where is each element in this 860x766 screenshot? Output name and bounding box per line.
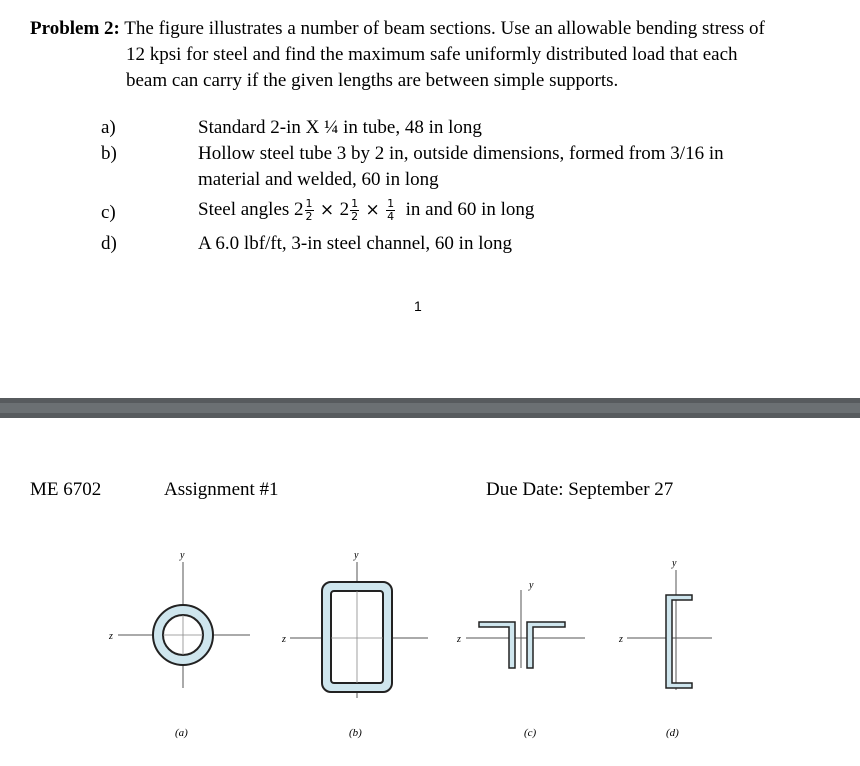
axis-y-label-b: y <box>354 550 359 561</box>
due-date: Due Date: September 27 <box>486 479 674 500</box>
problem-line-3: beam can carry if the given lengths are between simple supports. <box>126 70 619 91</box>
item-a-text: Standard 2-in X ¼ in tube, 48 in long <box>198 117 482 138</box>
caption-d: (d) <box>666 727 679 739</box>
angle-right <box>527 622 565 668</box>
item-b-text: Hollow steel tube 3 by 2 in, outside dimensions, formed from 3/16 in <box>198 143 724 164</box>
item-a-letter: a) <box>101 117 116 138</box>
problem-statement <box>30 16 830 94</box>
course-code: ME 6702 <box>30 479 102 500</box>
page-number: 1 <box>414 298 422 314</box>
fraction-half-1: $\frac{1}{2}$ <box>305 197 313 224</box>
assignment-title: Assignment #1 <box>164 479 279 500</box>
caption-b: (b) <box>349 727 362 739</box>
problem-line-2: 12 kpsi for steel and find the maximum safe uniformly distributed load that each <box>126 44 738 65</box>
caption-c: (c) <box>524 727 537 739</box>
caption-a: (a) <box>175 727 188 739</box>
fraction-half-2: $\frac{1}{2}$ <box>351 197 359 224</box>
section-b-rect-tube <box>281 550 428 739</box>
beam-sections-figure <box>0 540 860 750</box>
item-c-letter: c) <box>101 202 116 223</box>
item-c-prefix: Steel angles 2 <box>198 199 304 220</box>
item-b-letter: b) <box>101 143 117 164</box>
section-c-steel-angles <box>456 580 585 739</box>
item-c-suffix: in and 60 in long <box>405 199 535 220</box>
item-d-letter: d) <box>101 233 117 254</box>
axis-z-label-a: z <box>109 631 113 642</box>
axis-y-label-c: y <box>529 580 534 591</box>
angle-left <box>479 622 515 668</box>
problem-line-1: The figure illustrates a number of beam sections. Use an allowable bending stress of <box>119 18 765 39</box>
section-d-channel <box>618 558 712 739</box>
item-c-text: Steel angles 2 $\frac{1}{2}$ × 2 $\frac{1}{2}$ × $\frac{1}{4}$ in and 60 in long <box>198 197 535 224</box>
channel-shape <box>666 595 692 688</box>
fraction-quarter: $\frac{1}{4}$ <box>387 197 395 224</box>
item-d-text: A 6.0 lbf/ft, 3-in steel channel, 60 in long <box>198 233 512 254</box>
section-a-round-tube <box>108 550 250 739</box>
axis-z-label-d: z <box>619 634 623 645</box>
item-b-text-continued: material and welded, 60 in long <box>198 169 439 190</box>
item-c-mid: 2 <box>339 199 350 220</box>
axis-y-label-d: y <box>672 558 677 569</box>
page-separator <box>0 398 860 418</box>
axis-z-label-b: z <box>282 634 286 645</box>
axis-y-label-a: y <box>180 550 185 561</box>
problem-label: Problem 2: <box>30 18 120 39</box>
axis-z-label-c: z <box>457 634 461 645</box>
